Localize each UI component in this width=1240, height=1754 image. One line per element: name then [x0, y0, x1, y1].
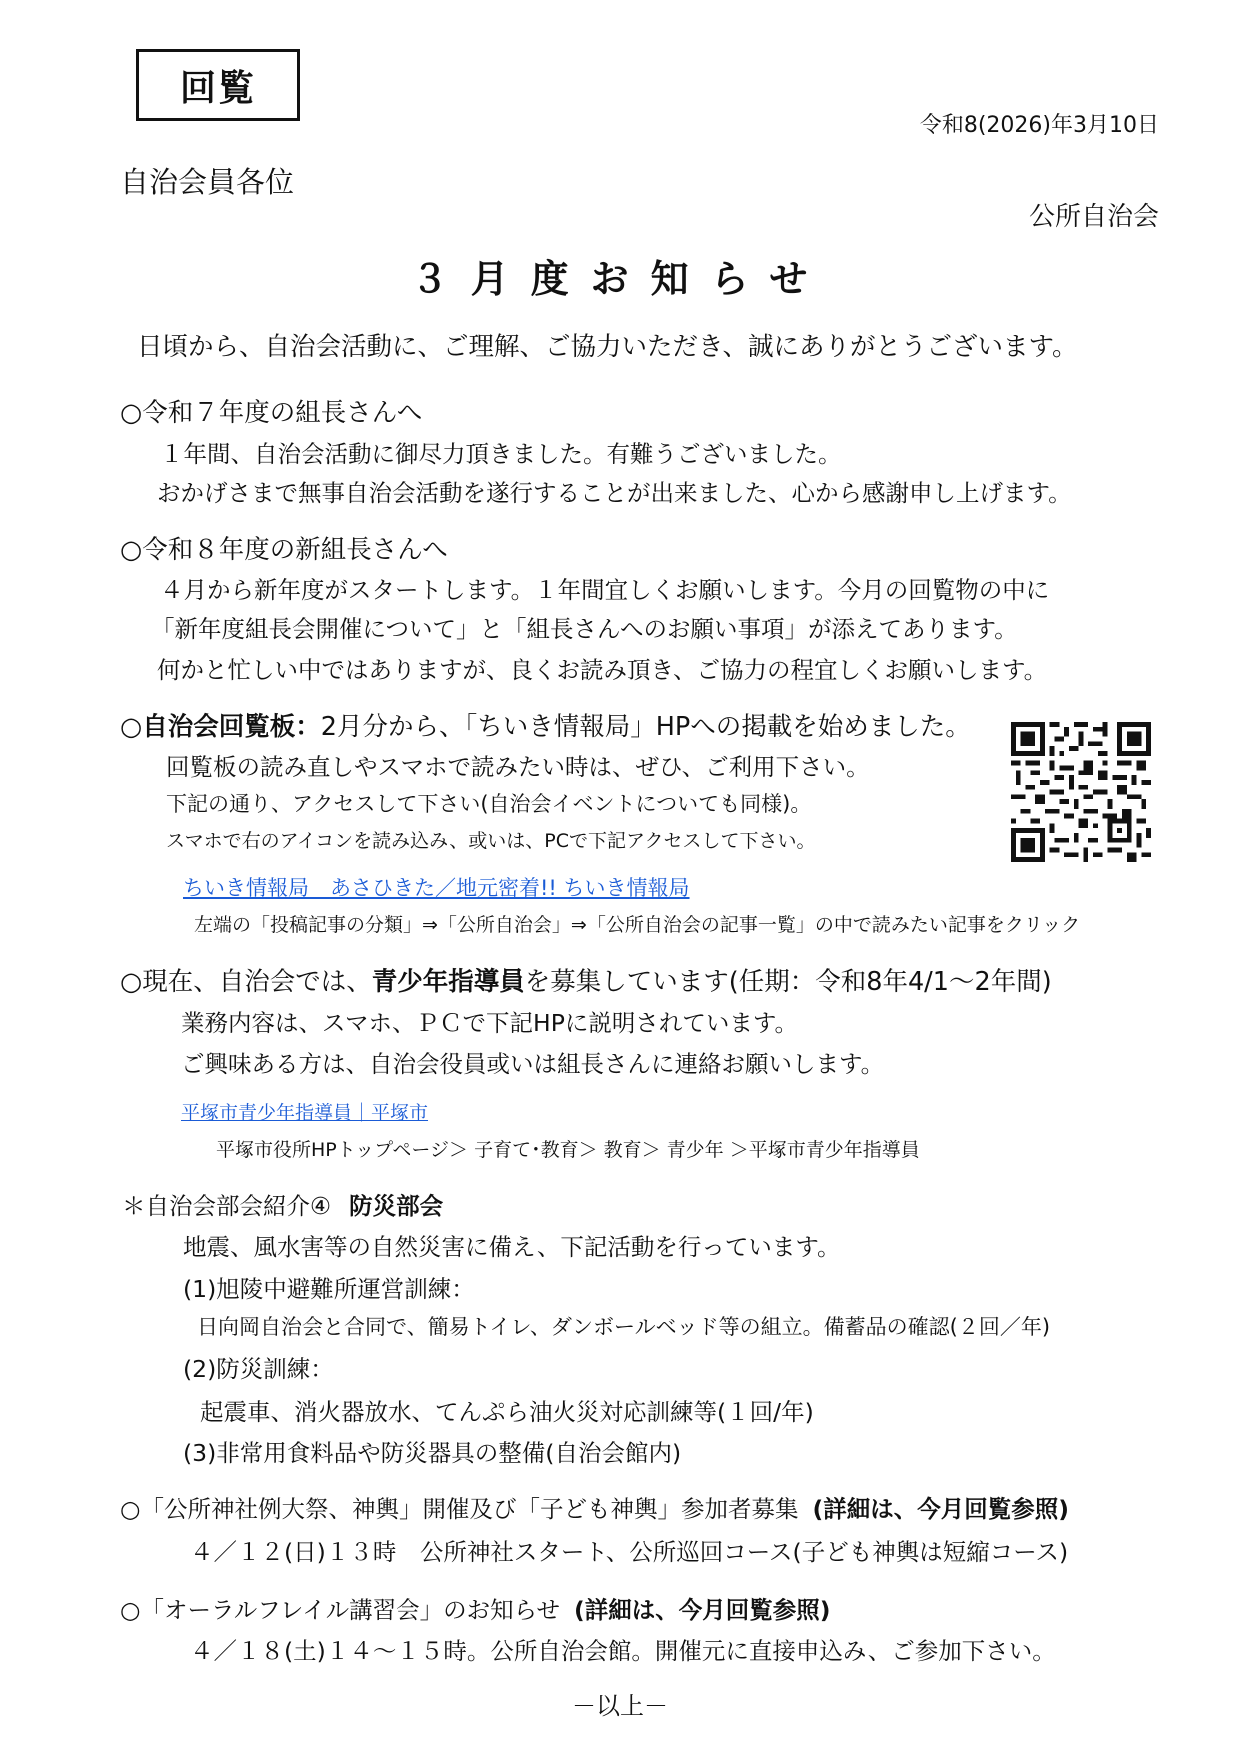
addressee: 自治会員各位 [120, 165, 295, 199]
heading-text: ○「オーラルフレイル講習会」のお知らせ [120, 1596, 560, 1624]
section-heading: ○令和７年度の組長さんへ [120, 398, 423, 428]
body-text: ご興味ある方は、自治会役員或いは組長さんに連絡お願いします。 [181, 1050, 885, 1078]
heading-bold: (詳細は、今月回覧参照) [573, 1596, 831, 1624]
body-text: 地震、風水害等の自然災害に備え、下記活動を行っています。 [183, 1233, 841, 1261]
body-text: ４／１８(土)１４～１５時。公所自治会館。開催元に直接申込み、ご参加下さい。 [190, 1637, 1056, 1665]
section-heading: ○令和８年度の新組長さんへ [120, 535, 448, 565]
heading-pre: ○現在、自治会では、 [120, 967, 372, 997]
body-text: 下記の通り、アクセスして下さい(自治会イベントについても同様)。 [166, 792, 812, 816]
body-text: おかげさまで無事自治会活動を遂行することが出来ました、心から感謝申し上げます。 [157, 479, 1072, 507]
body-text: スマホで右のアイコンを読み込み、或いは、PCで下記アクセスして下さい。 [166, 830, 816, 852]
section-heading [122, 1187, 443, 1221]
issue-date: 令和8(2026)年3月10日 [919, 113, 1159, 138]
body-text: 「新年度組長会開催について」と「組長さんへのお願い事項」が添えてあります。 [151, 615, 1018, 643]
body-text: 何かと忙しい中ではありますが、良くお読み頂き、ご協力の程宜しくお願いします。 [157, 656, 1048, 684]
list-item: (3)非常用食料品や防災器具の整備(自治会館内) [183, 1439, 682, 1467]
greeting: 日頃から、自治会活動に、ご理解、ご協力いただき、誠にありがとうございます。 [137, 332, 1078, 362]
sender: 公所自治会 [1028, 202, 1159, 232]
heading-bold: 防災部会 [349, 1192, 444, 1220]
heading-bold: 自治会回覧板： [142, 712, 321, 742]
chiiki-info-link[interactable]: ちいき情報局 あさひきた／地元密着!! ちいき情報局 [183, 876, 690, 900]
heading-pre: ＊自治会部会紹介④ [122, 1192, 332, 1220]
heading-mark: ○ [120, 712, 143, 742]
heading-bold: (詳細は、今月回覧参照) [812, 1495, 1069, 1523]
closing-mark: －以上－ [572, 1692, 668, 1720]
heading-text: ○「公所神社例大祭、神輿」開催及び「子ども神輿」参加者募集 [120, 1495, 799, 1523]
section-heading [120, 962, 1052, 998]
body-text: ４／１２(日)１３時 公所神社スタート、公所巡回コース(子ども神輿は短縮コース) [190, 1538, 1069, 1566]
body-text: 業務内容は、スマホ、ＰＣで下記HPに説明されています。 [181, 1009, 798, 1037]
section-heading [120, 1591, 830, 1625]
heading-bold: 青少年指導員 [371, 967, 525, 997]
body-text: 回覧板の読み直しやスマホで読みたい時は、ぜひ、ご利用下さい。 [166, 753, 870, 781]
hiratsuka-link[interactable]: 平塚市青少年指導員｜平塚市 [181, 1102, 429, 1124]
list-item: (2)防災訓練： [183, 1355, 334, 1383]
circular-stamp [136, 49, 300, 121]
body-text: ４月から新年度がスタートします。１年間宜しくお願いします。今月の回覧物の中に [160, 576, 1050, 604]
list-item-detail: 日向岡自治会と合同で、簡易トイレ、ダンボールベッド等の組立。備蓄品の確認(２回／年) [197, 1315, 1051, 1339]
body-text: １年間、自治会活動に御尽力頂きました。有難うございました。 [160, 440, 842, 468]
navigation-path: 左端の「投稿記事の分類」⇒「公所自治会」⇒「公所自治会の記事一覧」の中で読みたい記事をクリック [194, 914, 1081, 936]
heading-post: を募集しています(任期：令和8年4/1～2年間) [524, 967, 1052, 997]
list-item: (1)旭陵中避難所運営訓練： [183, 1275, 475, 1303]
heading-rest: 2月分から、「ちいき情報局」HPへの掲載を始めました。 [320, 712, 971, 742]
stamp-text: 回覧 [179, 67, 256, 109]
section-heading [120, 707, 971, 743]
qr-code-icon[interactable] [1011, 722, 1151, 862]
page-title: ３月度お知らせ [410, 257, 830, 301]
navigation-path: 平塚市役所HPトップページ＞ 子育て･教育＞ 教育＞ 青少年 ＞平塚市青少年指導員 [216, 1139, 920, 1161]
list-item-detail: 起震車、消火器放水、てんぷら油火災対応訓練等(１回/年) [200, 1398, 814, 1426]
section-heading [120, 1490, 1069, 1524]
